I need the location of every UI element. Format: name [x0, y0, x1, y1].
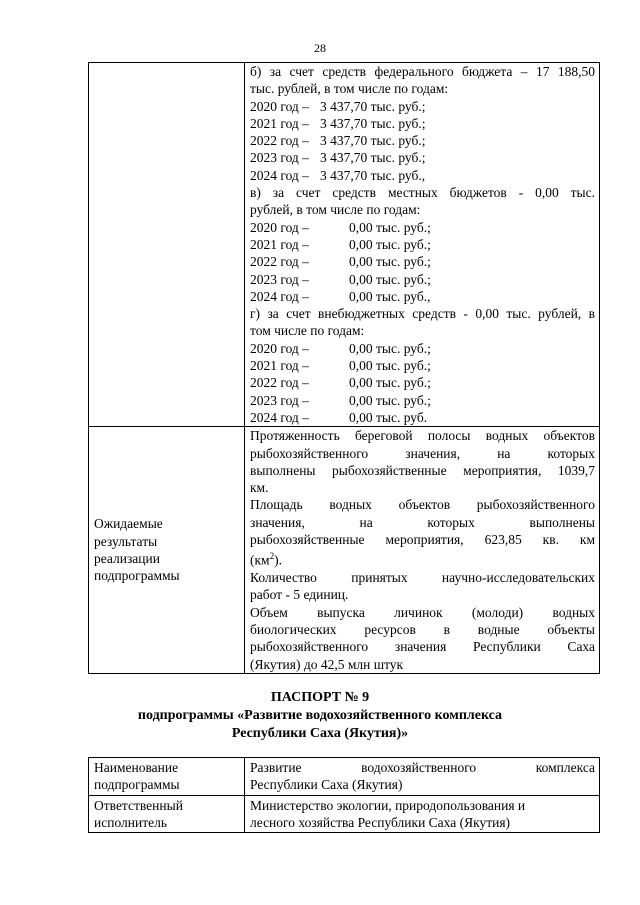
text-line: Объем выпуска личинок (молоди) водных: [250, 604, 595, 620]
year-label: 2022 год –: [250, 133, 309, 149]
text-line: биологических ресурсов в водные объекты: [250, 622, 595, 637]
subprogram-title-continued: Республики Саха (Якутия)»: [231, 726, 409, 741]
funding-table: [88, 62, 600, 674]
year-amount-line: [250, 288, 595, 305]
year-amount-line: [250, 98, 595, 115]
field-label-cell: [89, 758, 245, 796]
amount-value: 0,00 тыс. руб.;: [349, 236, 431, 252]
year-label: 2022 год –: [250, 254, 309, 270]
year-amount-line: [250, 340, 595, 357]
amount-value: 3 437,70 тыс. руб.;: [320, 133, 426, 149]
amount-value: 3 437,70 тыс. руб.;: [320, 115, 426, 131]
year-amount-line: [250, 236, 595, 253]
label-line: исполнитель: [94, 814, 167, 830]
amount-value: 0,00 тыс. руб.,: [349, 288, 431, 304]
year-amount-line: [250, 167, 595, 184]
year-label: 2021 год –: [250, 236, 309, 252]
label-line: подпрограммы: [94, 777, 180, 793]
year-label: 2023 год –: [250, 271, 309, 287]
text-line: лесного хозяйства Республики Саха (Якутия): [250, 814, 511, 830]
text-line: Министерство экологии, природопользования и: [250, 797, 526, 813]
table-row: [89, 63, 600, 427]
amount-value: 0,00 тыс. руб.;: [349, 219, 431, 235]
label-line: подпрограммы: [94, 568, 180, 584]
year-amount-line: [250, 253, 595, 270]
label-line: результаты: [94, 533, 158, 549]
label-line: Ответственный: [94, 797, 183, 813]
amount-value: 0,00 тыс. руб.: [349, 409, 428, 425]
table-row: [89, 427, 600, 674]
year-amount-line: [250, 115, 595, 132]
text-line: работ - 5 единиц.: [250, 587, 349, 603]
year-label: 2024 год –: [250, 409, 309, 425]
page-number: 28: [314, 41, 326, 55]
table-row: [89, 758, 600, 796]
year-amount-line: [250, 132, 595, 149]
year-label: 2021 год –: [250, 358, 309, 374]
text-line: (Якутия) до 42,5 млн штук: [250, 656, 404, 672]
amount-value: 0,00 тыс. руб.;: [349, 340, 431, 356]
passport-title: ПАСПОРТ № 9: [270, 690, 370, 705]
year-amount-line: [250, 409, 595, 426]
amount-value: 3 437,70 тыс. руб.,: [320, 167, 426, 183]
year-amount-line: [250, 219, 595, 236]
text-line: рыбохозяйственного значения, на которых: [250, 445, 595, 461]
amount-value: 3 437,70 тыс. руб.;: [320, 98, 426, 114]
subprogram-title: подпрограммы «Развитие водохозяйственного комплекса: [137, 708, 503, 723]
year-label: 2020 год –: [250, 98, 309, 114]
text-line: значения, на которых выполнены: [250, 514, 595, 530]
text-line: тыс. рублей, в том числе по годам:: [250, 81, 449, 97]
text-line: г) за счет внебюджетных средств - 0,00 тыс. рублей, в: [250, 306, 595, 322]
label-line: Ожидаемые: [94, 516, 163, 532]
text-line: в) за счет средств местных бюджетов - 0,00 тыс.: [250, 185, 595, 201]
amount-value: 0,00 тыс. руб.;: [349, 271, 431, 287]
field-value-cell: [245, 758, 600, 796]
label-line: Наименование: [94, 760, 179, 775]
year-label: 2020 год –: [250, 219, 309, 235]
amount-value: 0,00 тыс. руб.;: [349, 254, 431, 270]
unit-text-line: $(км^2)$.: [250, 551, 282, 568]
year-label: 2024 год –: [250, 288, 309, 304]
amount-value: 0,00 тыс. руб.;: [349, 375, 431, 391]
text-line: Республики Саха (Якутия): [250, 777, 403, 793]
amount-value: 0,00 тыс. руб.;: [349, 358, 431, 374]
year-amount-line: [250, 149, 595, 166]
year-amount-line: [250, 271, 595, 288]
text-line: Площадь водных объектов рыбохозяйственного: [250, 497, 595, 513]
text-line: рыбохозяйственного значения Республики Саха: [250, 639, 595, 655]
table-row: [89, 795, 600, 833]
text-line: выполнены рыбохозяйственные мероприятия, 1039,7: [250, 462, 595, 478]
label-cell-empty: [89, 63, 245, 427]
text-line: Количество принятых научно-исследовательских: [250, 570, 595, 586]
year-label: 2024 год –: [250, 167, 309, 183]
year-label: 2023 год –: [250, 392, 309, 408]
year-label: 2020 год –: [250, 340, 309, 356]
text-line: км.: [250, 480, 269, 496]
expected-results-label: [89, 427, 245, 674]
text-line: б) за счет средств федерального бюджета – 17 188,50: [250, 64, 595, 79]
text-line: рыбохозяйственные мероприятия, 623,85 кв. км: [250, 532, 595, 548]
text-line: рублей, в том числе по годам:: [250, 202, 421, 218]
label-line: реализации: [94, 551, 160, 567]
field-value-cell: [245, 795, 600, 833]
passport-table: [88, 757, 600, 833]
year-amount-line: [250, 392, 595, 409]
funding-sources-cell: [245, 63, 600, 427]
year-label: 2022 год –: [250, 375, 309, 391]
text-line: Протяженность береговой полосы водных объектов: [250, 428, 595, 444]
expected-results-cell: [245, 427, 600, 674]
year-amount-line: [250, 357, 595, 374]
amount-value: 3 437,70 тыс. руб.;: [320, 150, 426, 166]
field-label-cell: [89, 795, 245, 833]
year-amount-line: [250, 374, 595, 391]
text-line: том числе по годам:: [250, 323, 365, 339]
amount-value: 0,00 тыс. руб.;: [349, 392, 431, 408]
year-label: 2023 год –: [250, 150, 309, 166]
text-line: Развитие водохозяйственного комплекса: [250, 760, 595, 775]
year-label: 2021 год –: [250, 115, 309, 131]
